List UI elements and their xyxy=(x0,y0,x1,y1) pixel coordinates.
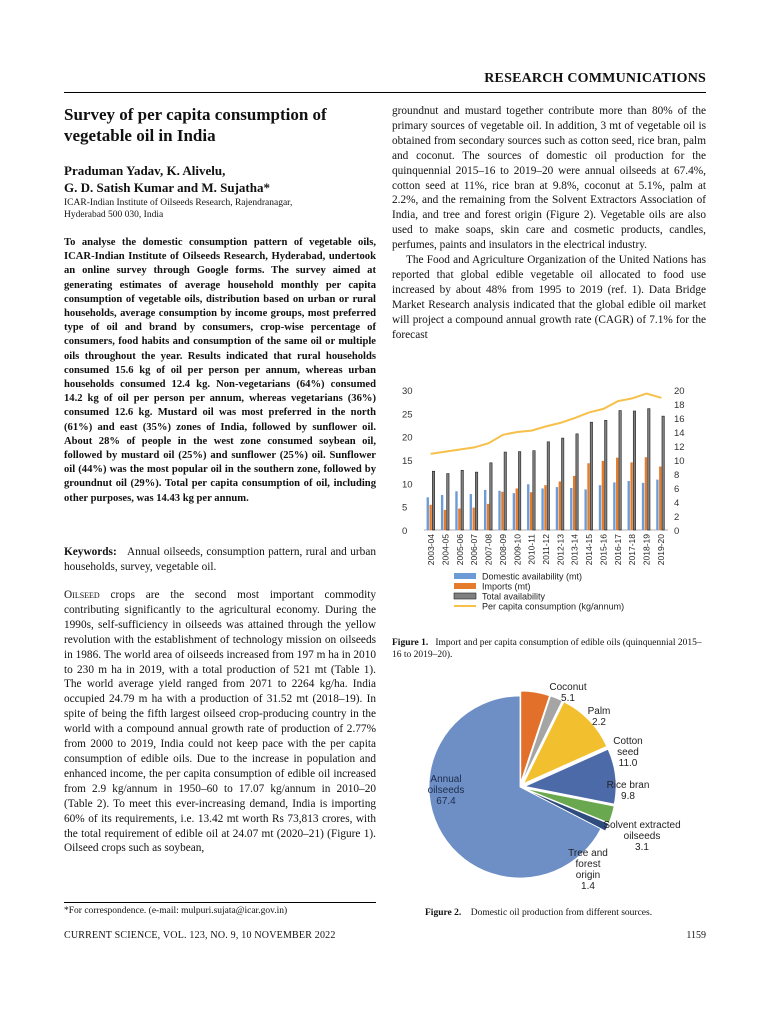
bar-imports-mt xyxy=(501,492,503,530)
bar-total-availability xyxy=(648,409,650,530)
pie-label: Solvent extracted xyxy=(603,820,681,831)
bar-imports-mt xyxy=(544,485,546,530)
line-per-capita-consumption xyxy=(431,394,661,454)
bar-total-availability xyxy=(447,474,449,530)
bar-total-availability xyxy=(576,434,578,530)
bar-total-availability xyxy=(475,472,477,530)
point-per-capita-consumption xyxy=(588,412,590,414)
x-tick-label: 2014-15 xyxy=(584,534,595,566)
y-left-tick-label: 0 xyxy=(402,526,408,537)
x-tick-label: 2004-05 xyxy=(440,534,451,566)
bar-imports-mt xyxy=(429,505,431,530)
bar-total-availability xyxy=(633,411,635,530)
figure-2 xyxy=(392,680,706,905)
x-tick-label: 2005-06 xyxy=(454,534,465,566)
pie-value-label: 5.1 xyxy=(561,693,575,704)
journal-footer: CURRENT SCIENCE, VOL. 123, NO. 9, 10 NOVEMBER 2022 xyxy=(64,930,336,941)
bar-imports-mt xyxy=(516,488,518,530)
page-number: 1159 xyxy=(686,930,706,941)
pie-value-label: 9.8 xyxy=(621,791,635,802)
x-tick-label: 2016-17 xyxy=(612,534,623,566)
figure-1-chart xyxy=(392,382,706,632)
legend-label: Imports (mt) xyxy=(482,581,531,592)
pie-value-label: 2.2 xyxy=(592,717,606,728)
bar-total-availability xyxy=(432,471,434,530)
bar-imports-mt xyxy=(602,461,604,530)
bar-imports-mt xyxy=(630,462,632,530)
pie-value-label: 3.1 xyxy=(635,842,649,853)
point-per-capita-consumption xyxy=(502,434,504,436)
pie-label: seed xyxy=(617,747,639,758)
bar-total-availability xyxy=(662,416,664,530)
bar-total-availability xyxy=(605,420,607,530)
bar-domestic-availability-mt xyxy=(613,482,615,530)
point-per-capita-consumption xyxy=(560,422,562,424)
figure-1-caption-text: Import and per capita consumption of edible oils (quinquennial 2015–16 to 2019–20). xyxy=(392,638,702,660)
bar-imports-mt xyxy=(559,481,561,530)
footnote-rule xyxy=(64,902,376,903)
figure-1-caption-label: Figure 1. xyxy=(392,638,429,648)
pie-label: oilseeds xyxy=(623,831,661,842)
affiliation-line-1: ICAR-Indian Institute of Oilseeds Research, Rajendranagar, xyxy=(64,198,293,208)
y-left-tick-label: 10 xyxy=(402,479,413,491)
body-first-word: Oilseed xyxy=(64,589,100,601)
y-right-tick-label: 12 xyxy=(674,442,685,453)
bar-domestic-availability-mt xyxy=(541,488,543,530)
bar-total-availability xyxy=(490,463,492,530)
bar-domestic-availability-mt xyxy=(455,491,457,530)
x-tick-label: 2017-18 xyxy=(627,534,638,566)
point-per-capita-consumption xyxy=(473,447,475,449)
body-left-text: crops are the second most important commodity contributing significantly to the agricultural economy. During the 1990s, self-sufficiency in oilseeds was attained through the yellow revolution with the establishment of technology mission on oilseeds in 1986. The world area of oilseeds increased from 197 m ha in 2010 to 230 m ha in 2019, with a total production of 521 mt (Table 1). The world average yield ranged from 2071 to 2264 kg/ha. India occupied 24.79 m ha with a production of 31.52 mt (2018–19). In spite of being the fifth largest oilseed crop-producing country in the world with a compound annual growth rate of production of 2.77% from 2000 to 2019, India could not keep pace with the per capita consumption of edible oils. Due to the increase in population and enhanced income, the per capita consumption of edible oil increased from 2.9 kg/annum in 1950–60 to 17.07 kg/annum in 2010–20 (Table 2). To meet this ever-increasing demand, India is importing 60% of its requirements, i.e. 13.42 mt worth Rs 73,813 crores, with the total requirement of edible oil at 24.07 mt (2020–21) (Figure 1). Oilseed crops such as soybean, xyxy=(64,589,376,855)
pie-value-label: 1.4 xyxy=(581,881,595,892)
y-left-tick-label: 20 xyxy=(402,432,413,444)
legend-swatch xyxy=(454,593,476,599)
y-right-tick-label: 14 xyxy=(674,428,685,439)
y-right-tick-label: 10 xyxy=(674,456,685,467)
pie-label: origin xyxy=(575,870,601,881)
authors-line-2: G. D. Satish Kumar and M. Sujatha* xyxy=(64,180,270,195)
x-tick-label: 2011-12 xyxy=(541,534,551,565)
figure-2-chart xyxy=(392,680,706,900)
bar-domestic-availability-mt xyxy=(570,488,572,530)
bar-domestic-availability-mt xyxy=(584,489,586,530)
figure-2-caption-text: Domestic oil production from different sources. xyxy=(470,908,653,918)
bar-domestic-availability-mt xyxy=(427,497,429,530)
authors xyxy=(64,162,364,196)
body-right-paragraph-2: The Food and Agriculture Organization of the United Nations has reported that global edible vegetable oil allocated to food use increased by about 48% from 1995 to 2019 (ref. 1). Data Bridge Market Research analysis indicated that the global edible oil market will project a compound annual growth rate (CAGR) of 7.1% for the forecast xyxy=(392,254,706,341)
legend-swatch xyxy=(454,583,476,589)
y-right-tick-label: 4 xyxy=(674,498,680,509)
point-per-capita-consumption xyxy=(545,426,547,428)
bar-imports-mt xyxy=(458,509,460,530)
body-right-paragraph-1: groundnut and mustard together contribute more than 80% of the primary sources of vegetable oil. In addition, 3 mt of vegetable oil is obtained from secondary sources such as cotton seed, rice bran, palm and coconut. The sources of domestic oil production for the quinquennial 2015–16 to 2019–20 were annual oilseeds at 67.4%, cotton seed at 11%, rice bran at 9.8%, coconut at 5.1%, palm at 2.2%, and the remaining from the Solvent Extractors Association of India, and tree and forest origin (Figure 2). Vegetable oils are also used to make soaps, skin care and cosmetic products, candles, perfumes, paints and insulators in the electrical industry. xyxy=(392,105,706,252)
x-tick-label: 2013-14 xyxy=(569,534,580,566)
point-per-capita-consumption xyxy=(660,397,662,399)
point-per-capita-consumption xyxy=(445,451,447,453)
x-tick-label: 2008-09 xyxy=(497,534,508,566)
article-title: Survey of per capita consumption of vegetable oil in India xyxy=(64,105,327,145)
point-per-capita-consumption xyxy=(430,453,432,455)
pie-value-label: 67.4 xyxy=(436,796,456,807)
point-per-capita-consumption xyxy=(631,398,633,400)
bar-domestic-availability-mt xyxy=(556,487,558,530)
affiliation-line-2: Hyderabad 500 030, India xyxy=(64,210,164,220)
y-left-tick-label: 30 xyxy=(402,386,413,397)
y-left-tick-label: 15 xyxy=(402,456,413,467)
pie-label: Palm xyxy=(587,706,611,717)
figure-1-caption xyxy=(392,637,706,661)
abstract: To analyse the domestic consumption pattern of vegetable oils, ICAR-Indian Institute of Oilseeds Research, Hyderabad, undertook an online survey through Google forms. The survey aimed at generating estimates of average household monthly per capita consumption of vegetable oils, distribution based on urban or rural households, average consumption by income groups, most preferred type of oil and brand by consumers, crop-wise percentage of consumers, food habits and consumption of the same oil or multiple oils throughout the year. Results indicated that rural households consumed 15.6 kg of oil per person per annum, whereas urban households consumed 12.4 kg. Non-vegetarians (64%) consumed 14.2 kg of oil per person per annum, whereas vegetarians (36%) consumed 12.6 kg. Mustard oil was most preferred in the north (61%) and east (35%) zones of India, followed by sunflower oil. About 28% of people in the west zone consumed soybean oil, followed by mustard oil (25%) and sunflower (25%) oil. Sunflower oil (44%) was the most popular oil in the southern zone, followed by groundnut oil (29%). Total per capita consumption of oil, including other purposes, was 14.43 kg per annum. xyxy=(64,237,376,504)
bar-domestic-availability-mt xyxy=(599,485,601,530)
figure-1 xyxy=(392,382,706,637)
bar-total-availability xyxy=(461,470,463,530)
y-left-tick-label: 5 xyxy=(402,502,408,514)
x-tick-label: 2019-20 xyxy=(655,534,666,566)
bar-total-availability xyxy=(590,422,592,530)
bar-domestic-availability-mt xyxy=(484,490,486,530)
pie-label: Rice bran xyxy=(606,780,650,791)
keywords-label: Keywords: xyxy=(64,546,117,558)
point-per-capita-consumption xyxy=(603,408,605,410)
bar-total-availability xyxy=(504,452,506,530)
point-per-capita-consumption xyxy=(646,393,648,395)
bar-domestic-availability-mt xyxy=(527,484,529,530)
affiliation xyxy=(64,197,364,221)
body-text-left xyxy=(64,588,376,856)
point-per-capita-consumption xyxy=(459,449,461,451)
bar-domestic-availability-mt xyxy=(656,480,658,530)
bar-total-availability xyxy=(547,442,549,530)
pie-label: forest xyxy=(575,859,601,870)
footnote: *For correspondence. (e-mail: mulpuri.sujata@icar.gov.in) xyxy=(64,906,288,916)
bar-domestic-availability-mt xyxy=(513,493,515,530)
point-per-capita-consumption xyxy=(531,430,533,432)
legend-swatch xyxy=(454,573,476,579)
figure-2-caption-label: Figure 2. xyxy=(425,908,462,918)
point-per-capita-consumption xyxy=(488,442,490,444)
x-tick-label: 2007-08 xyxy=(483,534,494,566)
x-tick-label: 2010-11 xyxy=(526,534,537,565)
keywords-text: Annual oilseeds, consumption pattern, rural and urban households, survey, vegetable oil. xyxy=(64,546,376,573)
header-rule xyxy=(64,92,706,93)
bar-domestic-availability-mt xyxy=(642,483,644,530)
bar-total-availability xyxy=(619,411,621,530)
point-per-capita-consumption xyxy=(574,417,576,419)
y-right-tick-label: 18 xyxy=(674,400,685,411)
bar-domestic-availability-mt xyxy=(498,491,500,530)
body-text-right xyxy=(392,104,706,343)
bar-imports-mt xyxy=(573,476,575,530)
x-tick-label: 2015-16 xyxy=(598,534,609,566)
bar-imports-mt xyxy=(587,463,589,530)
bar-imports-mt xyxy=(473,508,475,530)
bar-imports-mt xyxy=(444,510,446,530)
legend-label: Per capita consumption (kg/annum) xyxy=(482,601,625,612)
pie-label: Cotton xyxy=(613,736,643,747)
bar-domestic-availability-mt xyxy=(441,495,443,530)
authors-line-1: Praduman Yadav, K. Alivelu, xyxy=(64,163,226,178)
pie-label: oilseeds xyxy=(427,785,465,796)
bar-domestic-availability-mt xyxy=(470,494,472,530)
bar-imports-mt xyxy=(645,457,647,530)
x-tick-label: 2006-07 xyxy=(469,534,480,566)
y-right-tick-label: 2 xyxy=(674,512,680,523)
y-left-tick-label: 25 xyxy=(402,409,413,421)
pie-label: Annual xyxy=(430,774,462,785)
bar-imports-mt xyxy=(659,467,661,530)
bar-total-availability xyxy=(518,452,520,530)
bar-imports-mt xyxy=(530,492,532,530)
pie-label: Coconut xyxy=(549,682,587,693)
y-right-tick-label: 16 xyxy=(674,414,685,425)
point-per-capita-consumption xyxy=(617,400,619,402)
bar-imports-mt xyxy=(616,458,618,530)
pie-label: Tree and xyxy=(568,848,608,859)
bar-domestic-availability-mt xyxy=(628,481,630,530)
legend-label: Domestic availability (mt) xyxy=(482,571,583,582)
y-right-tick-label: 6 xyxy=(674,484,680,495)
figure-2-caption xyxy=(425,908,652,918)
keywords xyxy=(64,545,376,575)
x-tick-label: 2003-04 xyxy=(426,534,437,566)
x-tick-label: 2009-10 xyxy=(512,534,523,566)
y-right-tick-label: 20 xyxy=(674,386,685,397)
legend-label: Total availability xyxy=(482,591,546,602)
x-tick-label: 2018-19 xyxy=(641,534,652,566)
bar-imports-mt xyxy=(487,504,489,530)
running-header: RESEARCH COMMUNICATIONS xyxy=(484,71,706,86)
y-right-tick-label: 0 xyxy=(674,526,680,537)
bar-total-availability xyxy=(562,438,564,530)
bar-total-availability xyxy=(533,451,535,530)
pie-value-label: 11.0 xyxy=(618,758,638,769)
y-right-tick-label: 8 xyxy=(674,470,680,481)
point-per-capita-consumption xyxy=(516,431,518,433)
x-tick-label: 2012-13 xyxy=(555,534,566,566)
